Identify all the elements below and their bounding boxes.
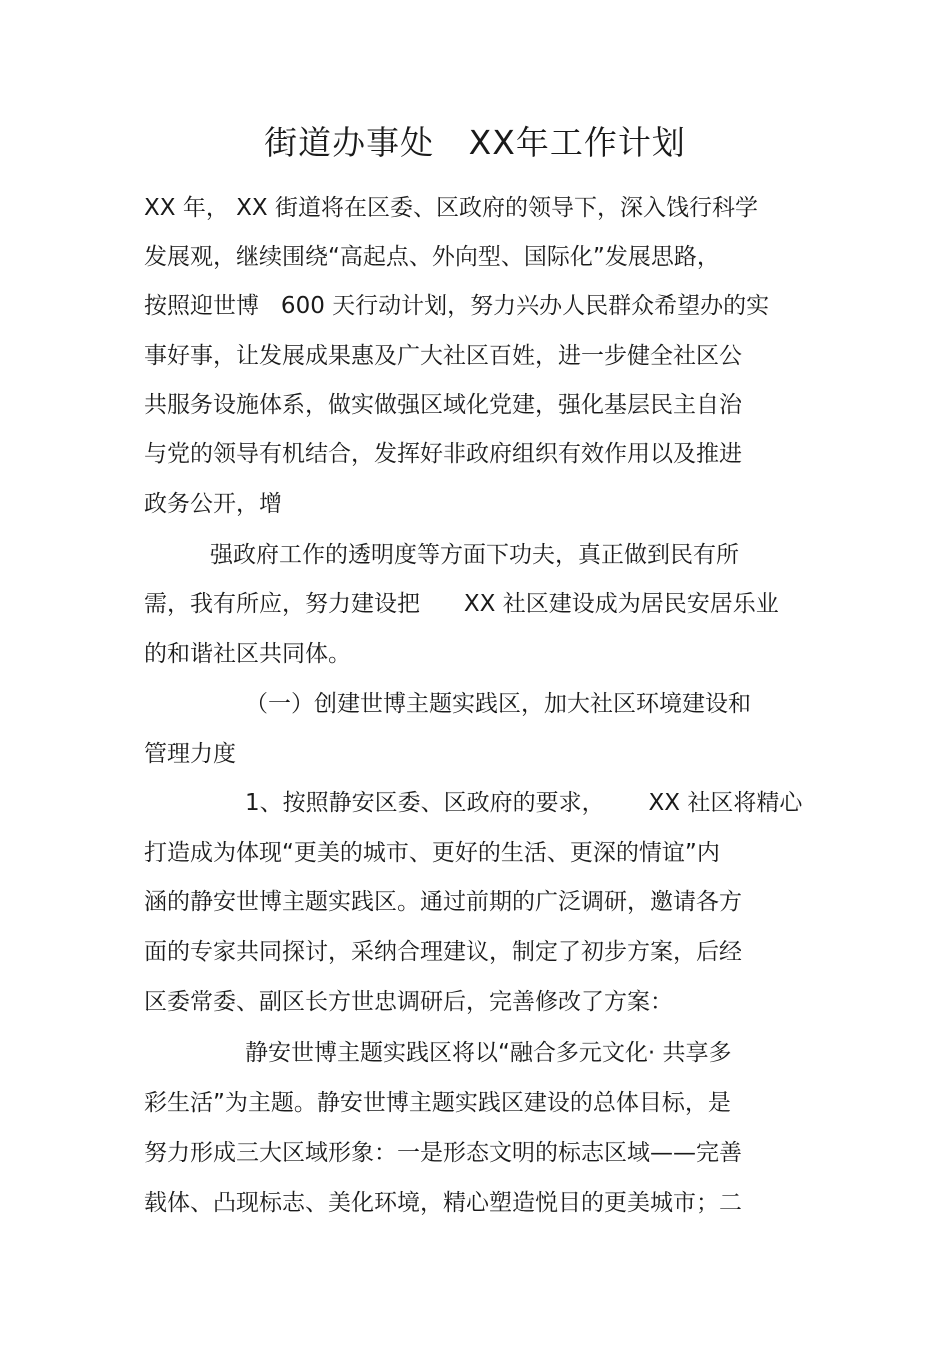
paragraph-line: 静安世博主题实践区将以“融合多元文化· 共享多	[245, 1040, 732, 1066]
paragraph-line: 发展观，继续围绕“高起点、外向型、国际化”发展思路，	[144, 244, 720, 270]
paragraph-line: 事好事，让发展成果惠及广大社区百姓，进一步健全社区公	[144, 343, 742, 369]
paragraph-line: 努力形成三大区域形象：一是形态文明的标志区域——完善	[144, 1140, 742, 1166]
paragraph-line: 载体、凸现标志、美化环境，精心塑造悦目的更美城市；二	[144, 1190, 742, 1216]
document-title: 街道办事处 XX年工作计划	[264, 123, 686, 162]
paragraph-line: 政务公开，增	[144, 491, 282, 517]
paragraph-line: 1、按照静安区委、区政府的要求， XX 社区将精心	[245, 790, 803, 816]
paragraph-line: 打造成为体现“更美的城市、更好的生活、更深的情谊”内	[144, 840, 720, 866]
paragraph-line: 区委常委、副区长方世忠调研后，完善修改了方案：	[144, 989, 673, 1015]
paragraph-line: 强政府工作的透明度等方面下功夫，真正做到民有所	[210, 542, 739, 568]
paragraph-line: 面的专家共同探讨，采纳合理建议，制定了初步方案，后经	[144, 939, 742, 965]
paragraph-line: 与党的领导有机结合，发挥好非政府组织有效作用以及推进	[144, 441, 742, 467]
section-heading: 管理力度	[144, 741, 236, 767]
paragraph-line: 共服务设施体系，做实做强区域化党建，强化基层民主自治	[144, 392, 742, 418]
paragraph-line: 需，我有所应，努力建设把 XX 社区建设成为居民安居乐业	[144, 591, 779, 617]
paragraph-line: XX 年， XX 街道将在区委、区政府的领导下，深入饯行科学	[144, 195, 758, 221]
paragraph-line: 的和谐社区共同体。	[144, 641, 351, 667]
section-heading: （一）创建世博主题实践区，加大社区环境建设和	[245, 691, 751, 717]
paragraph-line: 彩生活”为主题。静安世博主题实践区建设的总体目标，是	[144, 1090, 731, 1116]
paragraph-line: 按照迎世博 600 天行动计划，努力兴办人民群众希望办的实	[144, 293, 770, 319]
paragraph-line: 涵的静安世博主题实践区。通过前期的广泛调研，邀请各方	[144, 889, 742, 915]
